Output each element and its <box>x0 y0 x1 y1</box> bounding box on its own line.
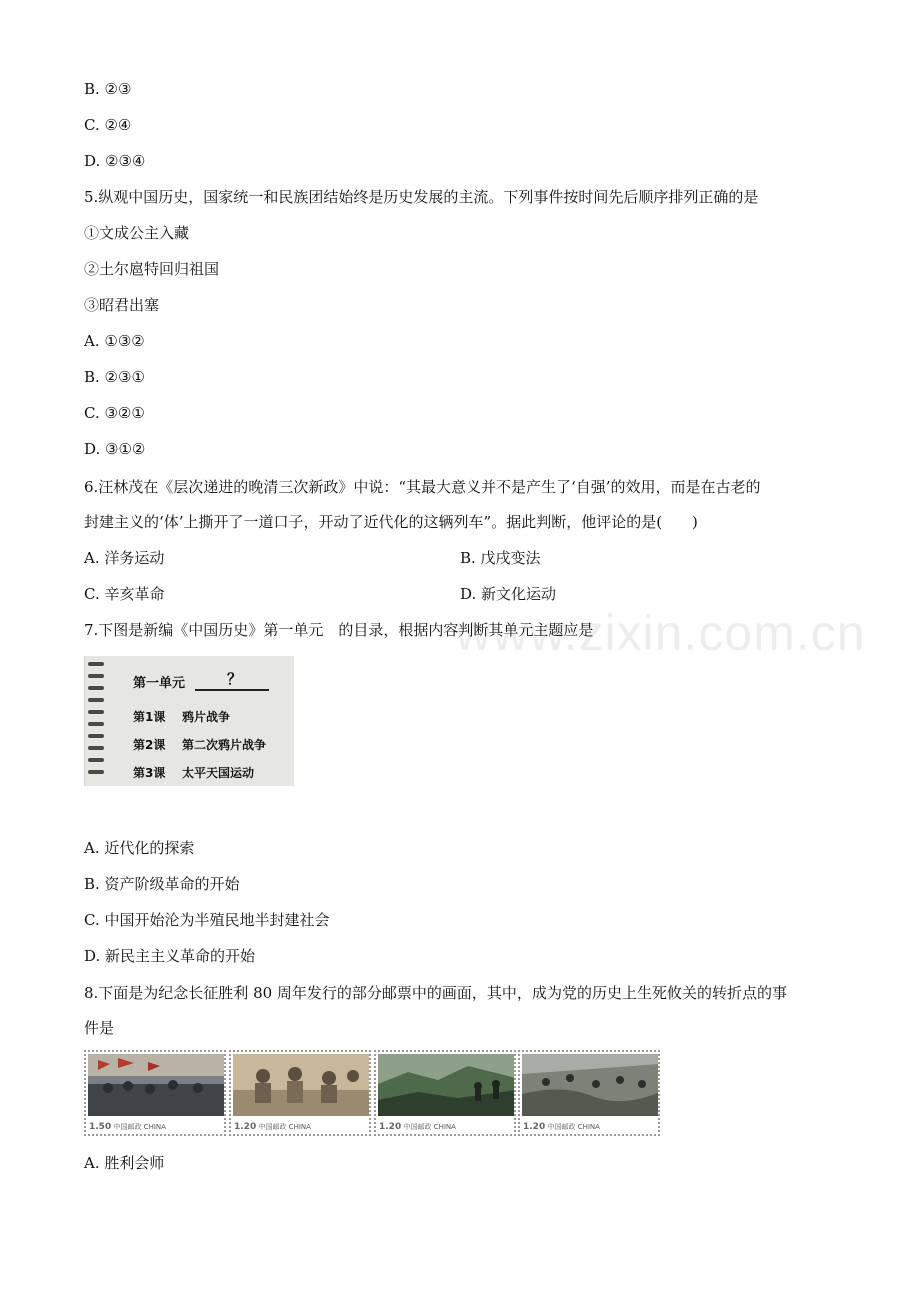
spiral-ring <box>88 686 104 690</box>
spiral-ring <box>88 734 104 738</box>
stamp-3-artwork <box>378 1054 516 1116</box>
q4-option-c: C. ②④ <box>84 116 132 134</box>
stamp-3-caption: 1.20 中国邮政 CHINA <box>379 1122 456 1132</box>
q5-option-b: B. ②③① <box>84 368 145 386</box>
stamp-strip <box>84 1050 660 1138</box>
unit-title: 第一单元 <box>133 676 186 691</box>
q5-option-a: A. ①③② <box>84 332 145 350</box>
q8-stem-line-1: 8.下面是为纪念长征胜利 80 周年发行的部分邮票中的画面，其中，成为党的历史上生死攸关的转折点的事 <box>84 984 787 1002</box>
q4-option-d: D. ②③④ <box>84 152 146 170</box>
lesson-3-title: 太平天国运动 <box>182 766 255 780</box>
spiral-ring <box>88 758 104 762</box>
q7-option-b: B. 资产阶级革命的开始 <box>84 875 240 893</box>
spiral-ring <box>88 722 104 726</box>
q6-stem-line-1: 6.汪林茂在《层次递进的晚清三次新政》中说：“其最大意义并不是产生了‘自强’的效用，而是在古老的 <box>84 478 761 496</box>
unit-blank-question-mark: ？ <box>227 670 243 688</box>
lesson-3-number: 第3课 <box>133 766 166 780</box>
q5-option-d: D. ③①② <box>84 440 146 458</box>
spiral-ring <box>88 746 104 750</box>
q6-stem-line-2: 封建主义的‘体’上撕开了一道口子，开动了近代化的这辆列车”。据此判断，他评论的是( ) <box>84 513 698 531</box>
q8-option-a: A. 胜利会师 <box>84 1154 165 1172</box>
q7-option-c: C. 中国开始沦为半殖民地半封建社会 <box>84 911 330 929</box>
stamp-3 <box>374 1050 516 1136</box>
watermark: www.zixin.com.cn <box>455 605 866 661</box>
stamp-1-artwork <box>88 1054 226 1116</box>
stamp-2-caption: 1.20 中国邮政 CHINA <box>234 1122 311 1132</box>
q6-option-c: C. 辛亥革命 <box>84 585 165 603</box>
stamp-4 <box>518 1050 660 1136</box>
q5-item-1: ①文成公主入藏 <box>84 224 190 242</box>
q6-option-d: D. 新文化运动 <box>460 585 557 603</box>
lesson-1-title: 鸦片战争 <box>182 710 231 724</box>
stamp-4-artwork <box>522 1054 660 1116</box>
q5-item-3: ③昭君出塞 <box>84 296 160 314</box>
spiral-ring <box>88 710 104 714</box>
stamp-1-caption: 1.50 中国邮政 CHINA <box>89 1122 166 1132</box>
spiral-ring <box>88 662 104 666</box>
stamp-1 <box>84 1050 226 1136</box>
stamp-2 <box>229 1050 371 1136</box>
spiral-ring <box>88 770 104 774</box>
unit-blank-underline <box>195 689 269 691</box>
notebook-figure <box>84 656 294 786</box>
lesson-1-number: 第1课 <box>133 710 166 724</box>
spiral-ring <box>88 698 104 702</box>
q7-stem: 7.下图是新编《中国历史》第一单元 的目录，根据内容判断其单元主题应是 <box>84 621 594 639</box>
q4-option-b: B. ②③ <box>84 80 132 98</box>
spiral-ring <box>88 674 104 678</box>
q7-option-d: D. 新民主主义革命的开始 <box>84 947 256 965</box>
q6-option-b: B. 戊戌变法 <box>460 549 541 567</box>
lesson-2-title: 第二次鸦片战争 <box>182 738 267 752</box>
q5-option-c: C. ③②① <box>84 404 145 422</box>
q5-stem: 5.纵观中国历史，国家统一和民族团结始终是历史发展的主流。下列事件按时间先后顺序排列正确的是 <box>84 188 759 206</box>
lesson-2-number: 第2课 <box>133 738 166 752</box>
stamp-2-artwork <box>233 1054 371 1116</box>
stamp-4-caption: 1.20 中国邮政 CHINA <box>523 1122 600 1132</box>
q6-option-a: A. 洋务运动 <box>84 549 165 567</box>
q5-item-2: ②土尔扈特回归祖国 <box>84 260 220 278</box>
q8-stem-line-2: 件是 <box>84 1019 115 1037</box>
q7-option-a: A. 近代化的探索 <box>84 839 195 857</box>
